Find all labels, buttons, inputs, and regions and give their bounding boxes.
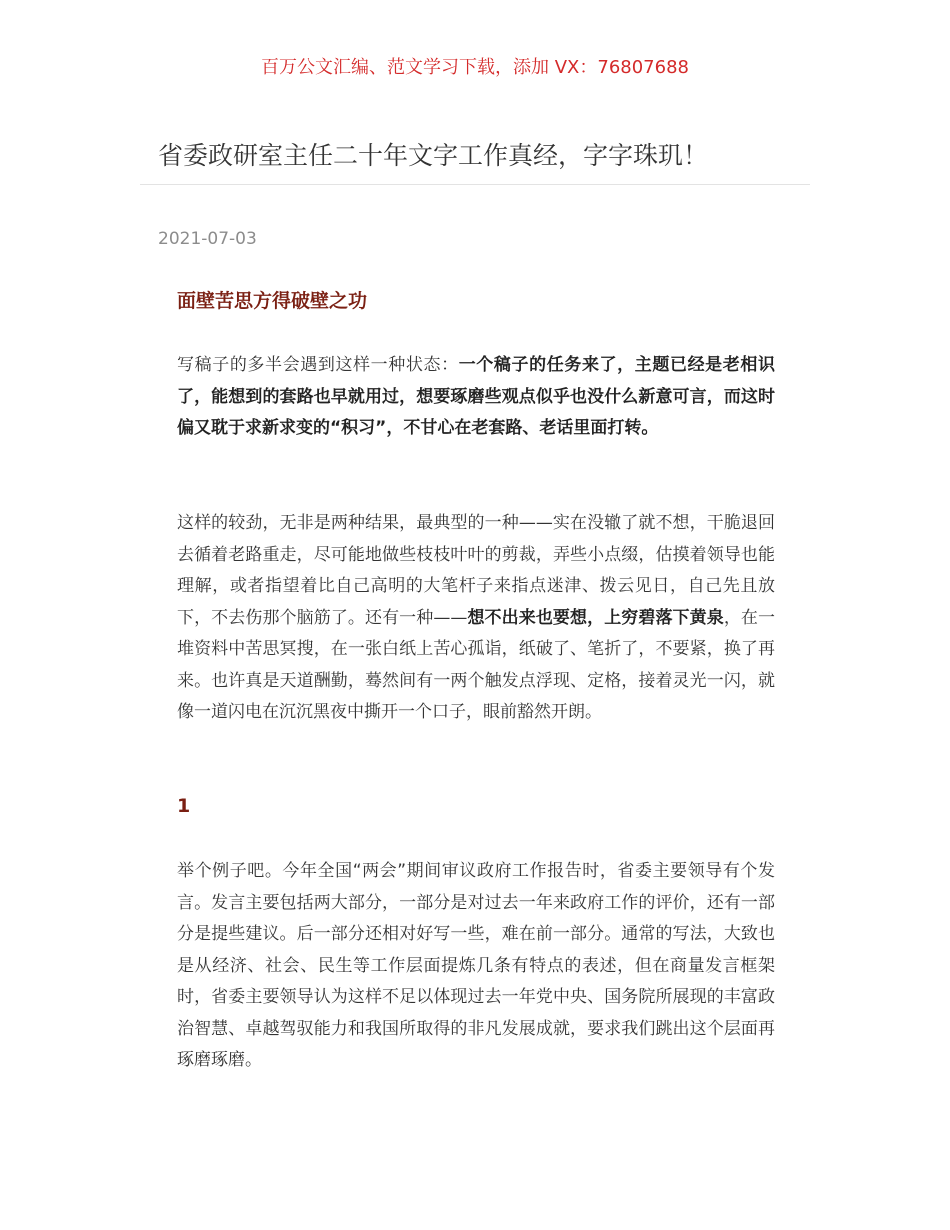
- promo-banner: [0, 54, 950, 82]
- paragraph-2-tail: ，在一堆资料中苦思冥搜，在一张白纸上苦心孤诣，纸破了、笔折了，不要紧，换了再来。也许真是天道酬勤，蓦然间有一两个触发点浮现、定格，接着灵光一闪，就像一道闪电在沉沉黑夜中撕开一个口子，眼前豁然开朗。: [177, 607, 776, 722]
- paragraph-1-lead: 写稿子的多半会遇到这样一种状态：: [177, 355, 459, 375]
- article-title: 省委政研室主任二十年文字工作真经，字字珠玑！: [158, 141, 709, 170]
- publish-date: 2021-07-03: [158, 229, 257, 249]
- promo-banner-text: 百万公文汇编、范文学习下载，添加 VX：76807688: [261, 57, 689, 78]
- paragraph-1-bold: 一个稿子的任务来了，主题已经是老相识了，能想到的套路也早就用过，想要琢磨些观点似乎也没什么新意可言，而这时偏又耽于求新求变的“积习”，不甘心在老套路、老话里面打转。: [177, 355, 776, 438]
- paragraph-3-text: 举个例子吧。今年全国“两会”期间审议政府工作报告时，省委主要领导有个发言。发言主要包括两大部分，一部分是对过去一年来政府工作的评价，还有一部分是提些建议。后一部分还相对好写一些，难在前一部分。通常的写法，大致也是从经济、社会、民生等工作层面提炼几条有特点的表述，但在商量发言框架时，省委主要领导认为这样不足以体现过去一年党中央、国务院所展现的丰富政治智慧、卓越驾驭能力和我国所取得的非凡发展成就，要求我们跳出这个层面再琢磨琢磨。: [177, 861, 775, 1070]
- paragraph-1: [177, 350, 775, 445]
- paragraph-2: [177, 508, 775, 729]
- paragraph-2-bold: 想不出来也要想，上穷碧落下黄泉: [467, 607, 724, 628]
- title-divider: [140, 184, 810, 185]
- section-heading: 面壁苦思方得破壁之功: [177, 290, 368, 312]
- section-number-heading: 1: [177, 795, 191, 817]
- paragraph-3: [177, 856, 775, 1077]
- paragraph-2-lead: 这样的较劲，无非是两种结果，最典型的一种——实在没辙了就不想，干脆退回去循着老路重走，尽可能地做些枝枝叶叶的剪裁，弄些小点缀，估摸着领导也能理解，或者指望着比自己高明的大笔杆子来指点迷津、拨云见日，自己先且放下，不去伤那个脑筋了。还有一种——: [177, 513, 775, 628]
